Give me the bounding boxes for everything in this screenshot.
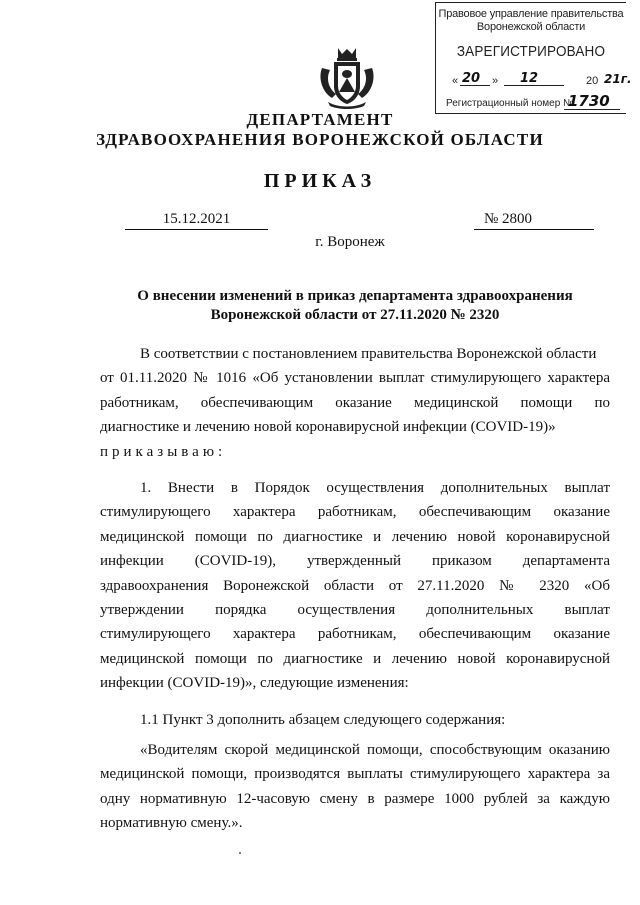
document-date: 15.12.2021 <box>125 211 268 230</box>
orders-word: приказываю: <box>100 443 227 460</box>
scan-speck <box>239 852 241 854</box>
document-number: № 2800 <box>474 211 594 230</box>
subject-line2: Воронежской области от 27.11.2020 № 2320 <box>210 307 500 323</box>
stamp-org <box>436 8 626 34</box>
stamp-number: 1730 <box>568 92 610 110</box>
item1-line: медицинской помощи по диагностике и лечению новой коронавирусной <box>100 650 610 667</box>
item1-line: здравоохранения Воронежской области от 27.11.2020 № 2320 «Об <box>100 577 610 594</box>
quote-line: «Водителям скорой медицинской помощи, способствующим оказанию <box>140 742 610 758</box>
quote-paragraph <box>100 738 610 836</box>
stamp-number-label: Регистрационный номер № <box>446 98 574 109</box>
item1-paragraph <box>100 476 610 696</box>
stamp-day-underline <box>460 85 490 86</box>
quote-line: медицинской помощи, производятся выплаты стимулирующего характера за <box>100 766 610 783</box>
document-city: г. Воронеж <box>315 234 385 250</box>
preamble-line: В соответствии с постановлением правительства Воронежской области <box>140 346 597 362</box>
stamp-year-hand <box>604 72 632 86</box>
quote-line: одну нормативную 12-часовую смену в размере 1000 рублей за каждую <box>100 790 610 807</box>
preamble-paragraph <box>100 342 610 464</box>
stamp-year-prefix: 20 <box>586 75 599 87</box>
stamp-number-row <box>446 92 610 110</box>
stamp-quote-close: » <box>492 75 499 87</box>
stamp-month-underline <box>504 85 564 86</box>
stamp-year-digits: 21 <box>604 72 621 86</box>
voronezh-coat-of-arms-icon <box>318 46 376 110</box>
item1-line: утверждении порядка осуществления дополнительных выплат <box>100 602 610 619</box>
department-line2: ЗДРАВООХРАНЕНИЯ ВОРОНЕЖСКОЙ ОБЛАСТИ <box>96 130 544 149</box>
subject-line1: О внесении изменений в приказ департамента здравоохранения <box>137 288 573 304</box>
item1-line: 1. Внести в Порядок осуществления дополнительных выплат <box>140 480 610 496</box>
document-subject <box>100 287 610 325</box>
stamp-day: 20 <box>462 71 481 86</box>
document-type: ПРИКАЗ <box>263 170 377 192</box>
stamp-org-line1: Правовое управление правительства <box>438 8 624 20</box>
item1-line: медицинской помощи по диагностике и лечению новой коронавирусной <box>100 528 610 545</box>
registration-stamp <box>435 2 632 114</box>
item1-1-paragraph <box>100 708 610 732</box>
stamp-org-line2: Воронежской области <box>476 21 586 33</box>
department-line1: ДЕПАРТАМЕНТ <box>246 110 394 129</box>
item1-1-line: 1.1 Пункт 3 дополнить абзацем следующего содержания: <box>140 712 506 728</box>
stamp-quote-open: « <box>452 75 459 87</box>
quote-line: нормативную смену.». <box>100 815 243 832</box>
item1-line: стимулирующего характера работникам, обеспечивающим оказание <box>100 504 610 521</box>
item1-line: стимулирующего характера работникам, обеспечивающим оказание <box>100 626 610 643</box>
stamp-year-suffix: г. <box>620 72 632 86</box>
item1-line: инфекции (COVID-19), утвержденный приказом департамента <box>100 553 610 570</box>
preamble-line: работникам, обеспечивающим оказание медицинской помощи по <box>100 394 610 411</box>
stamp-registered-label: ЗАРЕГИСТРИРОВАНО <box>456 43 606 60</box>
item1-line: инфекции (COVID-19)», следующие изменения: <box>100 675 409 692</box>
preamble-line: диагностике и лечению новой коронавирусной инфекции (COVID-19)» <box>100 419 556 436</box>
preamble-line: от 01.11.2020 № 1016 «Об установлении выплат стимулирующего характера <box>100 370 610 387</box>
stamp-date-row <box>452 71 632 89</box>
stamp-month: 12 <box>520 71 539 86</box>
